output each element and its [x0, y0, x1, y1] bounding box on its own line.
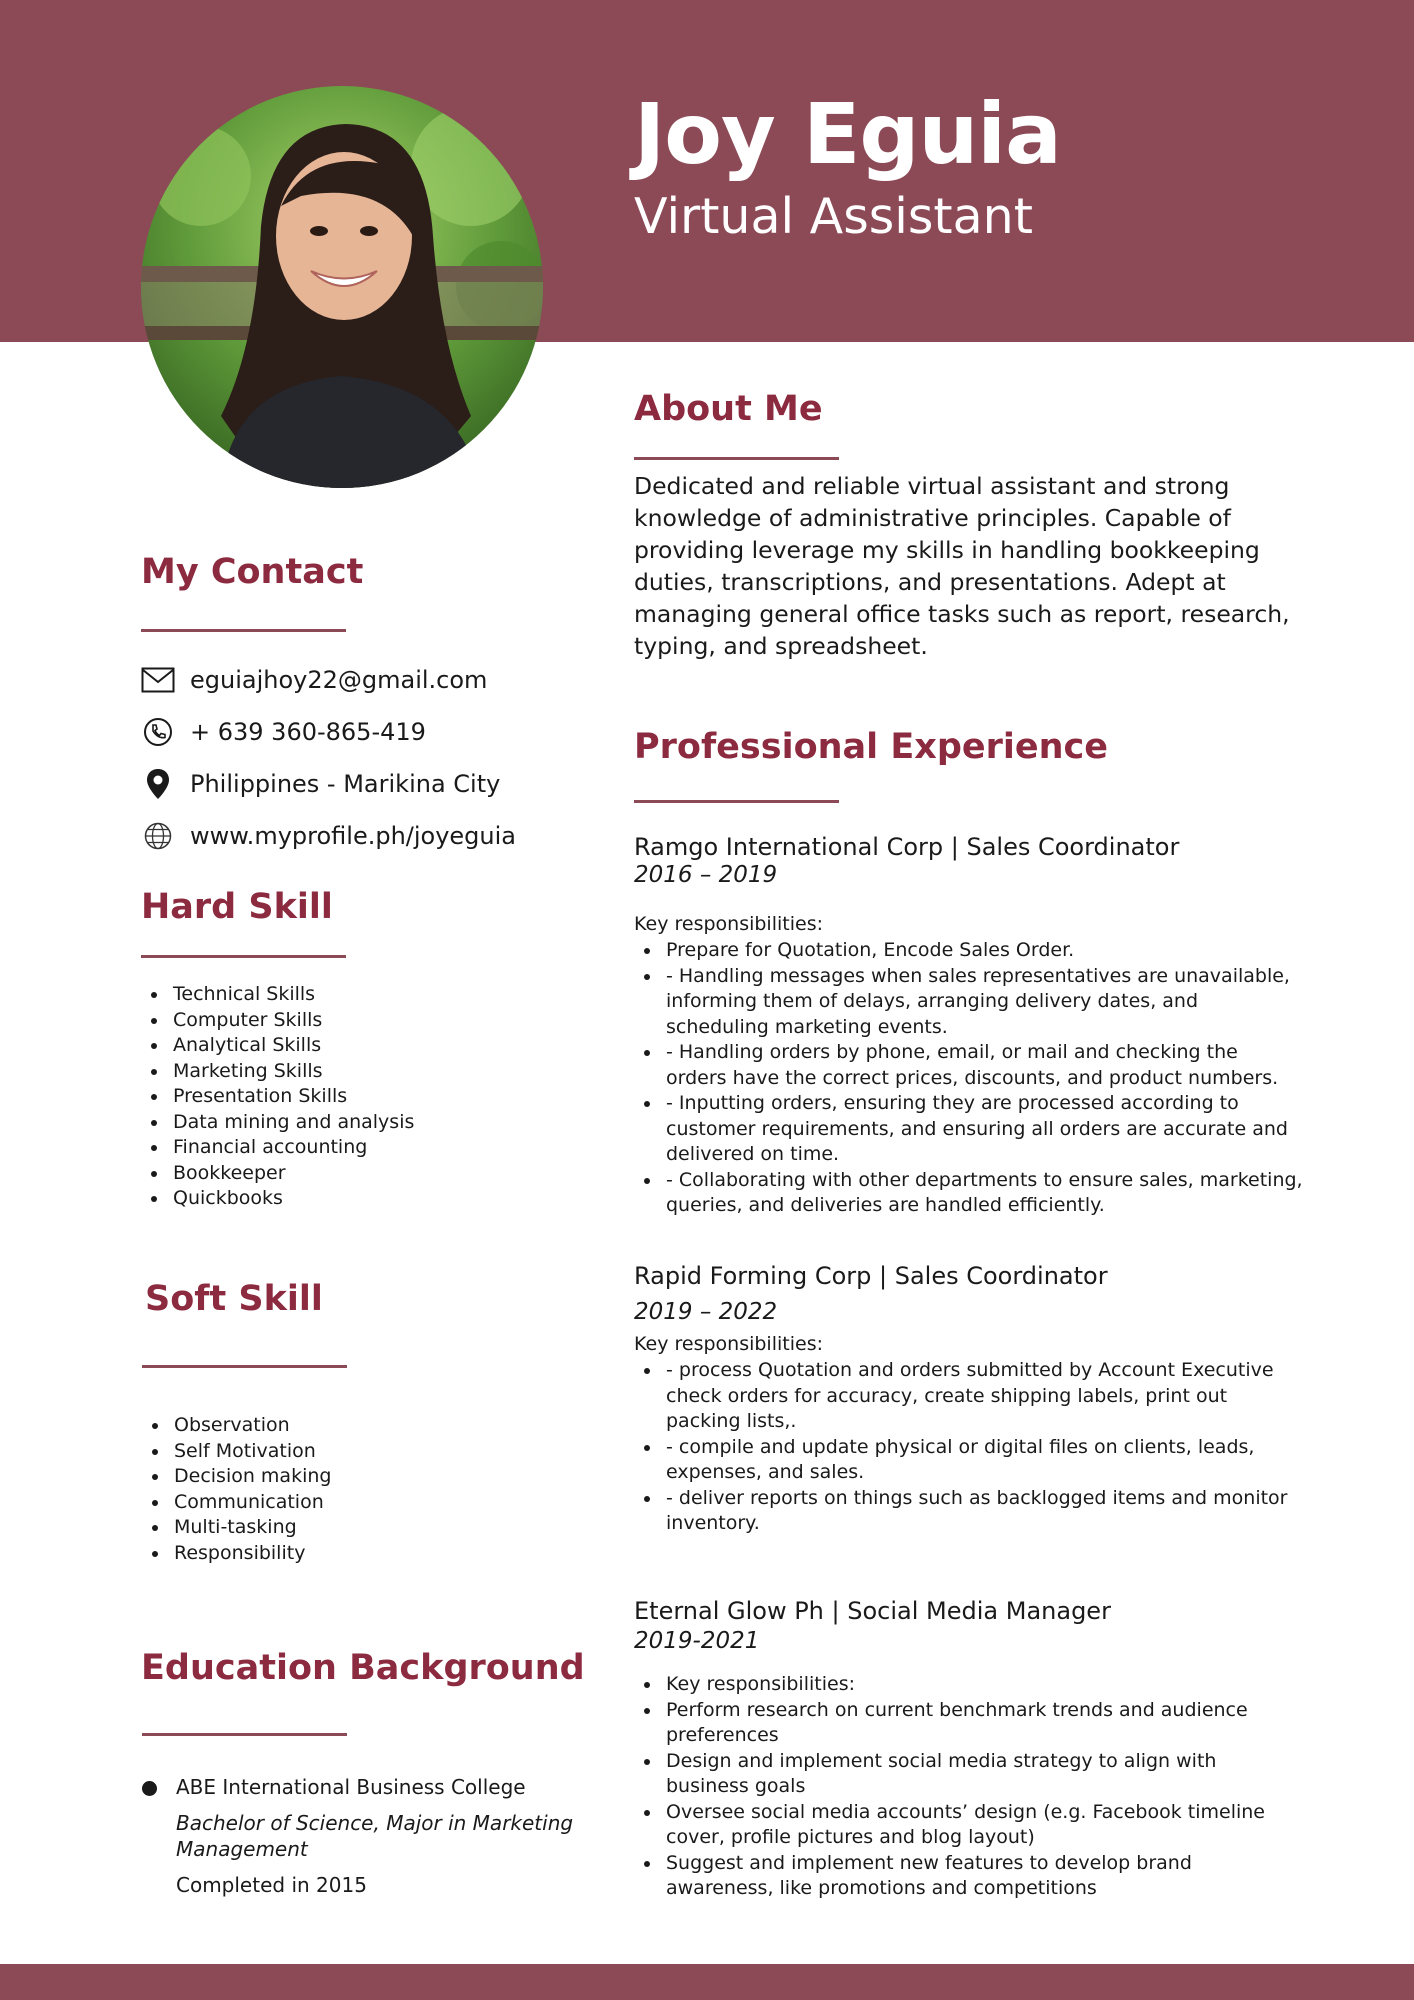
- education-divider: [142, 1733, 347, 1736]
- hard-skill-title: Hard Skill: [141, 887, 333, 927]
- list-item: - deliver reports on things such as backlogged items and monitor inventory.: [634, 1486, 1304, 1537]
- list-item: Oversee social media accounts’ design (e.g. Facebook timeline cover, profile pictures and blog layout): [634, 1800, 1304, 1851]
- list-item: Financial accounting: [141, 1135, 501, 1161]
- list-item: Data mining and analysis: [141, 1110, 501, 1136]
- contact-title: My Contact: [141, 552, 364, 592]
- list-item: - Collaborating with other departments to ensure sales, marketing, queries, and deliveries are handled efficiently.: [634, 1168, 1304, 1219]
- list-item: Computer Skills: [141, 1008, 501, 1034]
- list-item: Decision making: [142, 1464, 502, 1490]
- job-dates: 2019 – 2022: [634, 1299, 778, 1325]
- job-responsibilities: [634, 1672, 1304, 1902]
- location-text: Philippines - Marikina City: [190, 770, 501, 798]
- job-dates: 2019-2021: [634, 1628, 760, 1654]
- candidate-name: Joy Eguia: [634, 85, 1061, 183]
- hard-skill-divider: [141, 955, 346, 958]
- list-item: Perform research on current benchmark trends and audience preferences: [634, 1698, 1304, 1749]
- job-title: Ramgo International Corp | Sales Coordinator: [634, 833, 1180, 861]
- phone-text: + 639 360-865-419: [190, 718, 426, 746]
- list-item: Self Motivation: [142, 1439, 502, 1465]
- list-item: Marketing Skills: [141, 1059, 501, 1085]
- about-text: Dedicated and reliable virtual assistant and strong knowledge of administrative principles. Capable of providing leverage my skills in handling bookkeeping duties, transcriptions, and presentations. Adept at managing general office tasks such as report, research, typing, and spreadsheet.: [634, 472, 1290, 660]
- email-text: eguiajhoy22@gmail.com: [190, 666, 488, 694]
- about-divider: [634, 457, 839, 460]
- profile-photo: [141, 86, 543, 488]
- mail-icon: [141, 663, 175, 697]
- about-title: About Me: [634, 389, 823, 429]
- job-title: Eternal Glow Ph | Social Media Manager: [634, 1597, 1111, 1625]
- education-completed: Completed in 2015: [176, 1873, 367, 1897]
- responsibilities-label: Key responsibilities:: [634, 1333, 823, 1355]
- list-item: Analytical Skills: [141, 1033, 501, 1059]
- contact-divider: [141, 629, 346, 632]
- soft-skill-divider: [142, 1365, 347, 1368]
- education-title: Education Background: [141, 1648, 585, 1688]
- education-degree: Bachelor of Science, Major in Marketing Management: [176, 1811, 574, 1861]
- candidate-role: Virtual Assistant: [634, 188, 1033, 245]
- soft-skill-list: [142, 1413, 502, 1566]
- list-item: - Inputting orders, ensuring they are processed according to customer requirements, and ensuring all orders are accurate and delivered on time.: [634, 1091, 1304, 1168]
- list-item: Quickbooks: [141, 1186, 501, 1212]
- education-school: ABE International Business College: [176, 1775, 526, 1799]
- job-title: Rapid Forming Corp | Sales Coordinator: [634, 1262, 1108, 1290]
- responsibilities-label: Key responsibilities:: [634, 913, 823, 935]
- list-item: Key responsibilities:: [634, 1672, 1304, 1698]
- footer-band: [0, 1964, 1414, 2000]
- job-responsibilities: [634, 938, 1304, 1219]
- contact-location: [141, 766, 500, 802]
- experience-title: Professional Experience: [634, 727, 1109, 767]
- contact-website[interactable]: [141, 818, 516, 854]
- phone-icon: [141, 715, 175, 749]
- experience-divider: [634, 800, 839, 803]
- list-item: Observation: [142, 1413, 502, 1439]
- list-item: Technical Skills: [141, 982, 501, 1008]
- list-item: - process Quotation and orders submitted by Account Executive check orders for accuracy, create shipping labels, print out packing lists,.: [634, 1358, 1304, 1435]
- list-item: Prepare for Quotation, Encode Sales Order.: [634, 938, 1304, 964]
- soft-skill-title: Soft Skill: [145, 1279, 323, 1319]
- job-responsibilities: [634, 1358, 1304, 1537]
- list-item: Multi-tasking: [142, 1515, 502, 1541]
- contact-phone[interactable]: [141, 714, 426, 750]
- website-text: www.myprofile.ph/joyeguia: [190, 822, 517, 850]
- list-item: Bookkeeper: [141, 1161, 501, 1187]
- list-item: - Handling orders by phone, email, or mail and checking the orders have the correct prices, discounts, and product numbers.: [634, 1040, 1304, 1091]
- contact-email[interactable]: [141, 662, 487, 698]
- list-item: Suggest and implement new features to develop brand awareness, like promotions and competitions: [634, 1851, 1304, 1902]
- list-item: Responsibility: [142, 1541, 502, 1567]
- list-item: Design and implement social media strategy to align with business goals: [634, 1749, 1304, 1800]
- hard-skill-list: [141, 982, 501, 1212]
- globe-icon: [141, 819, 175, 853]
- list-item: Communication: [142, 1490, 502, 1516]
- list-item: Presentation Skills: [141, 1084, 501, 1110]
- education-bullet: [142, 1781, 157, 1796]
- job-dates: 2016 – 2019: [634, 862, 778, 888]
- list-item: - Handling messages when sales representatives are unavailable, informing them of delays, arranging delivery dates, and scheduling marketing events.: [634, 964, 1304, 1041]
- location-pin-icon: [141, 767, 175, 801]
- list-item: - compile and update physical or digital files on clients, leads, expenses, and sales.: [634, 1435, 1304, 1486]
